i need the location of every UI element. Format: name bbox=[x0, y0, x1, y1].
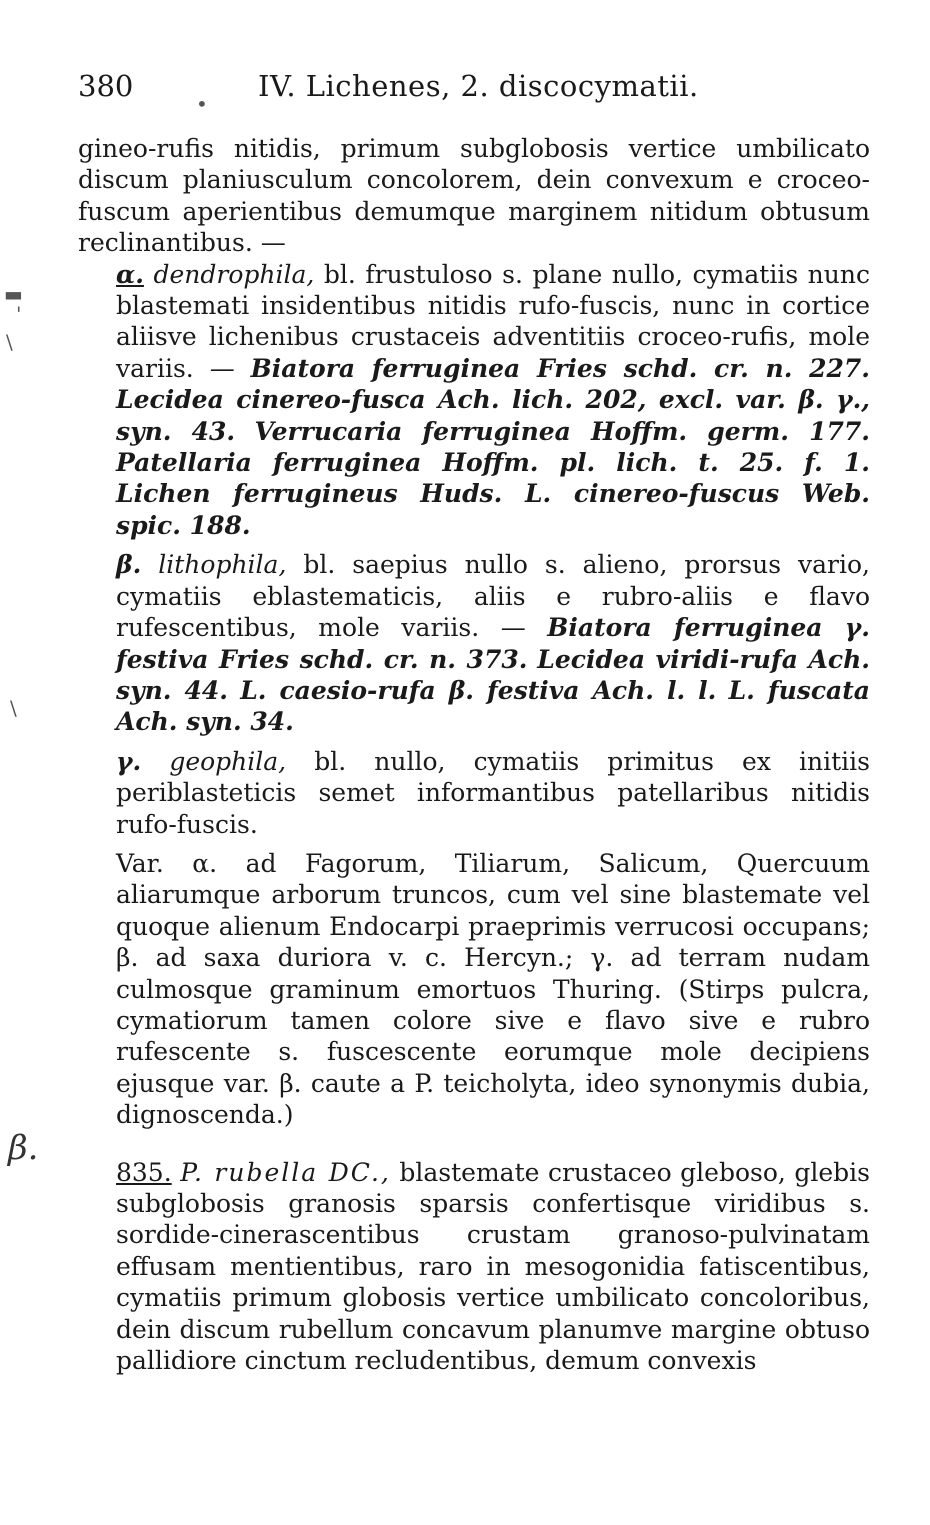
variety-gamma-label: γ. bbox=[116, 746, 142, 776]
species-835 bbox=[78, 1157, 870, 1377]
variety-alpha-label: α. bbox=[116, 259, 144, 289]
margin-tick-mark: ' bbox=[16, 302, 22, 326]
variety-gamma-text: bl. nullo, cymatiis primitus ex initiis periblasteticis semet informantibus patellaribus nitidis rufo-fuscis. bbox=[116, 746, 870, 839]
margin-slash-mark-2: \ bbox=[10, 696, 17, 720]
page-number: 380 bbox=[78, 69, 134, 103]
species-name: P. rubella DC., bbox=[180, 1157, 391, 1187]
body-text bbox=[78, 133, 870, 1376]
variety-habitat-notes: Var. α. ad Fagorum, Tiliarum, Salicum, Quercuum aliarumque arborum truncos, cum vel sine blastemate vel quoque alienum Endocarpi praeprimis verrucosi occupans; β. ad saxa duriora v. c. Hercyn.; γ. ad terram nudam culmosque graminum emortuos Thuring. (Stirps pulcra, cymatiorum tamen colore sive e flavo sive e rubro rufescente s. fuscescente eorumque mole decipiens ejusque var. β. caute a P. teicholyta, ideo synonymis dubia, dignoscenda.) bbox=[116, 848, 870, 1130]
variety-beta bbox=[78, 549, 870, 737]
variety-beta-label: β. bbox=[116, 550, 142, 580]
variety-alpha-name: dendrophila, bbox=[153, 259, 315, 289]
variety-beta-ref-3: L. caesio-rufa β. festiva Ach. l. l. bbox=[240, 675, 717, 705]
variety-alpha-ref-1: Biatora ferruginea Fries schd. cr. n. 227. bbox=[250, 353, 870, 383]
running-title: IV. Lichenes, 2. discocymatii. bbox=[258, 69, 699, 103]
variety-alpha-ref-3: Verrucaria ferruginea Hoffm. germ. 177. bbox=[254, 416, 870, 446]
variety-beta-ref-4: L. fuscata Ach. syn. 34. bbox=[116, 675, 870, 737]
variety-beta-text: bl. saepius nullo s. alieno, prorsus vario, cymatiis eblastematicis, aliis e rubro-aliis e flavo rufescentibus, mole variis. — bbox=[116, 550, 870, 643]
variety-beta-ref-1: Biatora ferruginea γ. festiva Fries schd. cr. n. 373. bbox=[116, 613, 870, 674]
variety-alpha-text: bl. frustuloso s. plane nullo, cymatiis nunc blastemati insidentibus nitidis rufo-fuscis, nunc in cortice aliisve lichenibus crustaceis adventitiis croceo-rufis, mole variis. — bbox=[116, 259, 870, 383]
margin-slash-mark: \ bbox=[6, 330, 13, 354]
variety-gamma bbox=[78, 746, 870, 840]
variety-beta-name: lithophila, bbox=[158, 550, 287, 580]
variety-beta-ref-2: Lecidea viridi-rufa Ach. syn. 44. bbox=[116, 644, 870, 705]
variety-alpha-ref-4: Patellaria ferruginea Hoffm. pl. lich. t. 25. f. 1. bbox=[116, 448, 870, 478]
variety-alpha-ref-2: Lecidea cinereo-fusca Ach. lich. 202, excl. var. β. γ., syn. 43. bbox=[116, 385, 870, 446]
handwritten-margin-note: β. bbox=[8, 1128, 39, 1168]
paragraph-continued: gineo-rufis nitidis, primum subglobosis vertice umbilicato discum planiusculum concolorem, dein convexum e croceo-fuscum aperientibus demumque marginem nitidum obtusum reclinantibus. — bbox=[78, 134, 870, 258]
ink-dot: • bbox=[196, 92, 208, 116]
variety-alpha bbox=[78, 259, 870, 542]
species-description: blastemate crustaceo gleboso, glebis subglobosis granosis sparsis confertisque viridibus s. sordide-cinerascentibus crustam granoso-pulvinatam effusam mentientibus, raro in mesogonidia fatiscentibus, cymatiis primum globosis vertice umbilicato concoloribus, dein discum rubellum concavum planumve margine obtuso pallidiore cinctum recludentibus, demum convexis bbox=[116, 1157, 870, 1376]
margin-dash-mark: ▬ bbox=[4, 282, 23, 306]
variety-alpha-ref-5: Lichen ferrugineus Huds. L. cinereo-fuscus Web. spic. 188. bbox=[116, 479, 870, 540]
variety-gamma-name: geophila, bbox=[169, 746, 287, 776]
species-number: 835. bbox=[116, 1157, 172, 1187]
